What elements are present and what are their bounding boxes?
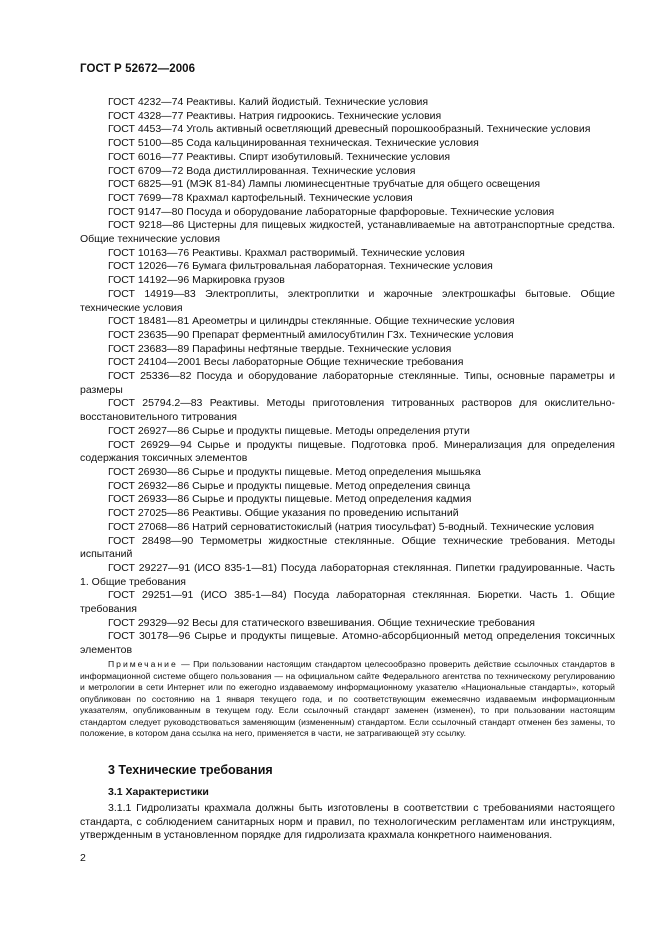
reference-item: ГОСТ 26927—86 Сырье и продукты пищевые. Методы определения ртути bbox=[108, 424, 470, 437]
reference-item: ГОСТ 23683—89 Парафины нефтяные твердые. Технические условия bbox=[108, 342, 452, 355]
reference-item: ГОСТ 6825—91 (МЭК 81-84) Лампы люминесцентные трубчатые для общего освещения bbox=[108, 178, 541, 191]
reference-item: ГОСТ 26932—86 Сырье и продукты пищевые. Метод определения свинца bbox=[108, 479, 471, 492]
reference-item: ГОСТ 30178—96 Сырье и продукты пищевые. Атомно-абсорбционный метод определения токсичных элементов bbox=[80, 630, 615, 657]
reference-item: ГОСТ 4328—77 Реактивы. Натрия гидроокись. Технические условия bbox=[108, 109, 442, 122]
reference-item: ГОСТ 9218—86 Цистерны для пищевых жидкостей, устанавливаемые на автотранспортные средства. Общие технические условия bbox=[80, 219, 615, 246]
page-number: 2 bbox=[80, 852, 86, 864]
reference-item: ГОСТ 4453—74 Уголь активный осветляющий древесный порошкообразный. Технические условия bbox=[108, 123, 591, 136]
reference-item: ГОСТ 27068—86 Натрий серноватистокислый (натрия тиосульфат) 5-водный. Технические условия bbox=[108, 520, 595, 533]
reference-item: ГОСТ 4232—74 Реактивы. Калий йодистый. Технические условия bbox=[108, 96, 429, 108]
reference-item: ГОСТ 27025—86 Реактивы. Общие указания по проведению испытаний bbox=[108, 507, 459, 520]
reference-item: ГОСТ 5100—85 Сода кальцинированная техническая. Технические условия bbox=[108, 137, 479, 150]
reference-item: ГОСТ 14919—83 Электроплиты, электроплитки и жарочные электрошкафы бытовые. Общие технические условия bbox=[80, 287, 615, 314]
reference-item: ГОСТ 29227—91 (ИСО 835-1—81) Посуда лабораторная стеклянная. Пипетки градуированные. Часть 1. Общие требования bbox=[80, 561, 615, 588]
reference-item: ГОСТ 9147—80 Посуда и оборудование лабораторные фарфоровые. Технические условия bbox=[108, 205, 555, 218]
reference-item: ГОСТ 29329—92 Весы для статического взвешивания. Общие технические требования bbox=[108, 616, 535, 629]
subsection-heading: 3.1 Характеристики bbox=[108, 786, 209, 798]
reference-item: ГОСТ 14192—96 Маркировка грузов bbox=[108, 274, 285, 287]
section-heading: 3 Технические требования bbox=[108, 763, 273, 777]
reference-item: ГОСТ 29251—91 (ИСО 385-1—84) Посуда лабораторная стеклянная. Бюретки. Часть 1. Общие требования bbox=[80, 589, 615, 616]
reference-item: ГОСТ 26930—86 Сырье и продукты пищевые. Метод определения мышьяка bbox=[108, 465, 481, 478]
note-label: Примечание bbox=[108, 659, 178, 669]
reference-item: ГОСТ 23635—90 Препарат ферментный амилосубтилин Г3х. Технические условия bbox=[108, 328, 514, 341]
reference-item: ГОСТ 28498—90 Термометры жидкостные стеклянные. Общие технические требования. Методы испытаний bbox=[80, 534, 615, 561]
reference-item: ГОСТ 25794.2—83 Реактивы. Методы приготовления титрованных растворов для окислительно-восстановительного титрования bbox=[80, 397, 615, 424]
reference-item: ГОСТ 6016—77 Реактивы. Спирт изобутиловый. Технические условия bbox=[108, 150, 451, 163]
note-paragraph bbox=[80, 659, 615, 740]
reference-item: ГОСТ 18481—81 Ареометры и цилиндры стеклянные. Общие технические условия bbox=[108, 315, 515, 328]
reference-item: ГОСТ 7699—78 Крахмал картофельный. Технические условия bbox=[108, 191, 413, 204]
document-header: ГОСТ Р 52672—2006 bbox=[80, 63, 196, 75]
body-paragraph: 3.1.1 Гидролизаты крахмала должны быть изготовлены в соответствии с требованиями настоящего стандарта, с соблюдением санитарных норм и правил, по технологическим регламентам или инструкциям, утвержденным в установленном порядке для гидролизата крахмала конкретного наименования. bbox=[80, 802, 615, 842]
reference-item: ГОСТ 26929—94 Сырье и продукты пищевые. Подготовка проб. Минерализация для определения содержания токсичных элементов bbox=[80, 438, 615, 465]
reference-item: ГОСТ 26933—86 Сырье и продукты пищевые. Метод определения кадмия bbox=[108, 493, 472, 506]
reference-item: ГОСТ 10163—76 Реактивы. Крахмал растворимый. Технические условия bbox=[108, 246, 465, 259]
reference-list bbox=[80, 96, 615, 658]
reference-item: ГОСТ 24104—2001 Весы лабораторные Общие технические требования bbox=[108, 356, 464, 369]
reference-item: ГОСТ 25336—82 Посуда и оборудование лабораторные стеклянные. Типы, основные параметры и размеры bbox=[80, 370, 615, 396]
note-text: — При пользовании настоящим стандартом целесообразно проверить действие ссылочных стандартов в информационной системе общего пользования — на официальном сайте Федерального агентства по техническому регулированию и метрологии в сети Интернет или по ежегодно издаваемому информационному указателю «Национальные стандарты», который опубликован по состоянию на 1 января текущего года, и по соответствующим ежемесячно издаваемым информационным указателям, опубликованным в текущем году. Если ссылочный стандарт заменен (изменен), то при пользовании настоящим стандартом следует руководствоваться заменяющим (измененным) стандартом. Если ссылочный стандарт отменен без замены, то положение, в котором дана ссылка на него, применяется в части, не затрагивающей эту ссылку. bbox=[80, 659, 616, 738]
reference-item: ГОСТ 12026—76 Бумага фильтровальная лабораторная. Технические условия bbox=[108, 260, 493, 273]
reference-item: ГОСТ 6709—72 Вода дистиллированная. Технические условия bbox=[108, 164, 416, 177]
